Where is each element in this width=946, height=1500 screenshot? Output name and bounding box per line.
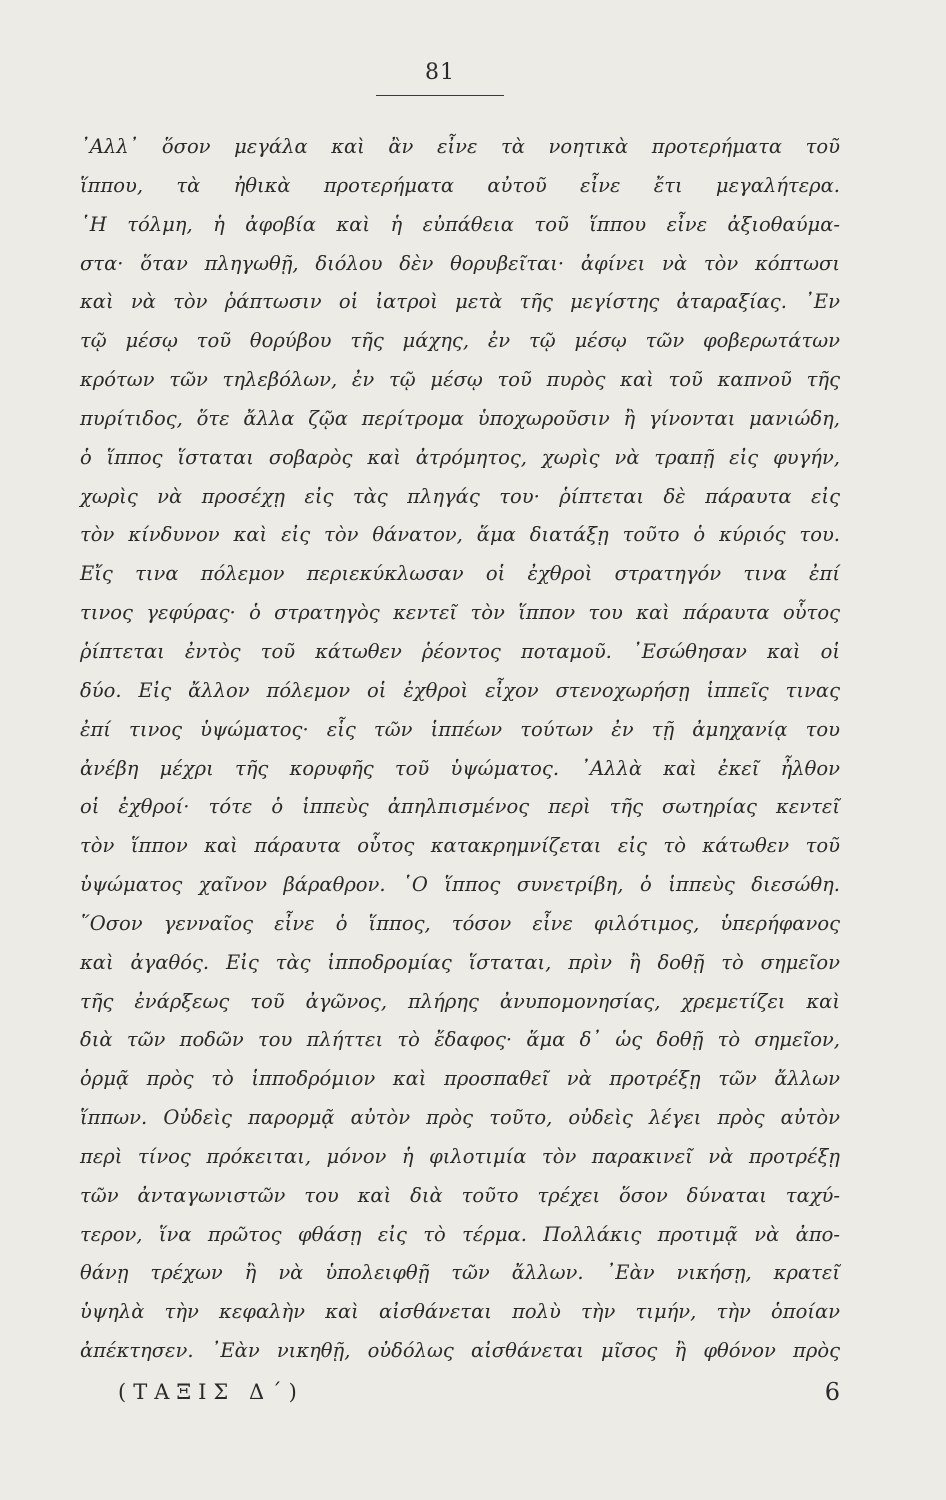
page-footer: [118, 1372, 840, 1412]
text-line: ἀνέβη μέχρι τῆς κορυφῆς τοῦ ὑψώματος. ᾿Αλλὰ καὶ ἐκεῖ ἦλθον: [80, 756, 840, 780]
text-line: τῷ μέσῳ τοῦ θορύβου τῆς μάχης, ἐν τῷ μέσῳ τῶν φοβερωτάτων: [80, 329, 840, 353]
text-line: ῞Οσον γενναῖος εἶνε ὁ ἵππος, τόσον εἶνε φιλότιμος, ὑπερήφανος: [80, 911, 840, 935]
text-line: θάνῃ τρέχων ἢ νὰ ὑπολειφθῇ τῶν ἄλλων. ᾿Εὰν νικήσῃ, κρατεῖ: [80, 1261, 840, 1285]
text-line: ἵππου, τὰ ἠθικὰ προτερήματα αὐτοῦ εἶνε ἔτι μεγαλήτερα.: [80, 173, 840, 197]
text-line: τινος γεφύρας· ὁ στρατηγὸς κεντεῖ τὸν ἵππον του καὶ πάραυτα οὗτος: [80, 601, 840, 625]
text-line: Εἴς τινα πόλεμον περιεκύκλωσαν οἱ ἐχθροὶ στρατηγόν τινα ἐπί: [80, 562, 840, 586]
text-line: διὰ τῶν ποδῶν του πλήττει τὸ ἔδαφος· ἅμα δ᾿ ὡς δοθῇ τὸ σημεῖον,: [80, 1028, 840, 1052]
text-line: ὁ ἵππος ἵσταται σοβαρὸς καὶ ἀτρόμητος, χωρὶς νὰ τραπῇ εἰς φυγήν,: [80, 445, 840, 469]
text-line: τὸν κίνδυνον καὶ εἰς τὸν θάνατον, ἅμα διατάξῃ τοῦτο ὁ κύριός του.: [80, 523, 840, 547]
text-line: ῾Η τόλμη, ἡ ἀφοβία καὶ ἡ εὐπάθεια τοῦ ἵππου εἶνε ἀξιοθαύμα-: [80, 212, 840, 236]
text-line: οἱ ἐχθροί· τότε ὁ ἱππεὺς ἀπηλπισμένος περὶ τῆς σωτηρίας κεντεῖ: [80, 795, 840, 819]
text-line: τῶν ἀνταγωνιστῶν του καὶ διὰ τοῦτο τρέχει ὅσον δύναται ταχύ-: [80, 1183, 840, 1207]
text-line: ἐπί τινος ὑψώματος· εἷς τῶν ἱππέων τούτων ἐν τῇ ἀμηχανίᾳ του: [80, 717, 840, 741]
text-line: τὸν ἵππον καὶ πάραυτα οὗτος κατακρημνίζεται εἰς τὸ κάτωθεν τοῦ: [80, 834, 840, 858]
body-text: [80, 128, 840, 1371]
text-line: καὶ νὰ τὸν ῥάπτωσιν οἱ ἰατροὶ μετὰ τῆς μεγίστης ἀταραξίας. ᾿Εν: [80, 290, 840, 314]
text-line: καὶ ἀγαθός. Εἰς τὰς ἱπποδρομίας ἵσταται, πρὶν ἢ δοθῇ τὸ σημεῖον: [80, 950, 840, 974]
text-line: τερον, ἵνα πρῶτος φθάσῃ εἰς τὸ τέρμα. Πολλάκις προτιμᾷ νὰ ἀπο-: [80, 1222, 840, 1246]
text-line: ὑψηλὰ τὴν κεφαλὴν καὶ αἰσθάνεται πολὺ τὴν τιμήν, τὴν ὁποίαν: [80, 1300, 840, 1324]
text-line: ᾿Αλλ᾿ ὅσον μεγάλα καὶ ἂν εἶνε τὰ νοητικὰ προτερήματα τοῦ: [80, 135, 840, 158]
text-line: ὑψώματος χαῖνον βάραθρον. ῾Ο ἵππος συνετρίβη, ὁ ἱππεὺς διεσώθη.: [80, 873, 840, 897]
text-line: χωρὶς νὰ προσέχῃ εἰς τὰς πληγάς του· ῥίπτεται δὲ πάραυτα εἰς: [80, 484, 840, 508]
text-line: ῥίπτεται ἐντὸς τοῦ κάτωθεν ῥέοντος ποταμοῦ. ᾿Εσώθησαν καὶ οἱ: [80, 639, 840, 663]
text-line: στα· ὅταν πληγωθῇ, διόλου δὲν θορυβεῖται· ἀφίνει νὰ τὸν κόπτωσι: [80, 251, 840, 275]
text-line: ἵππων. Οὐδεὶς παρορμᾷ αὐτὸν πρὸς τοῦτο, οὐδεὶς λέγει πρὸς αὐτὸν: [80, 1106, 840, 1130]
printer-signature: (ΤΑΞΙΣ Δ΄): [118, 1380, 304, 1404]
text-line: τῆς ἐνάρξεως τοῦ ἀγῶνος, πλήρης ἀνυπομονησίας, χρεμετίζει καὶ: [80, 989, 840, 1013]
text-line: κρότων τῶν τηλεβόλων, ἐν τῷ μέσῳ τοῦ πυρὸς καὶ τοῦ καπνοῦ τῆς: [80, 368, 840, 392]
sheet-number: 6: [824, 1378, 840, 1406]
text-line: ἀπέκτησεν. ᾿Εὰν νικηθῇ, οὐδόλως αἰσθάνεται μῖσος ἢ φθόνον πρὸς: [80, 1339, 840, 1363]
page-number: 81: [425, 60, 455, 85]
text-line: περὶ τίνος πρόκειται, μόνον ἡ φιλοτιμία τὸν παρακινεῖ νὰ προτρέξῃ: [80, 1144, 840, 1168]
text-line: ὁρμᾷ πρὸς τὸ ἱπποδρόμιον καὶ προσπαθεῖ νὰ προτρέξῃ τῶν ἄλλων: [80, 1067, 840, 1091]
text-line: πυρίτιδος, ὅτε ἄλλα ζῷα περίτρομα ὑποχωροῦσιν ἢ γίνονται μανιώδη,: [80, 406, 840, 430]
text-line: δύο. Εἰς ἄλλον πόλεμον οἱ ἐχθροὶ εἶχον στενοχωρήσῃ ἱππεῖς τινας: [80, 678, 840, 702]
header-rule: [376, 95, 504, 96]
